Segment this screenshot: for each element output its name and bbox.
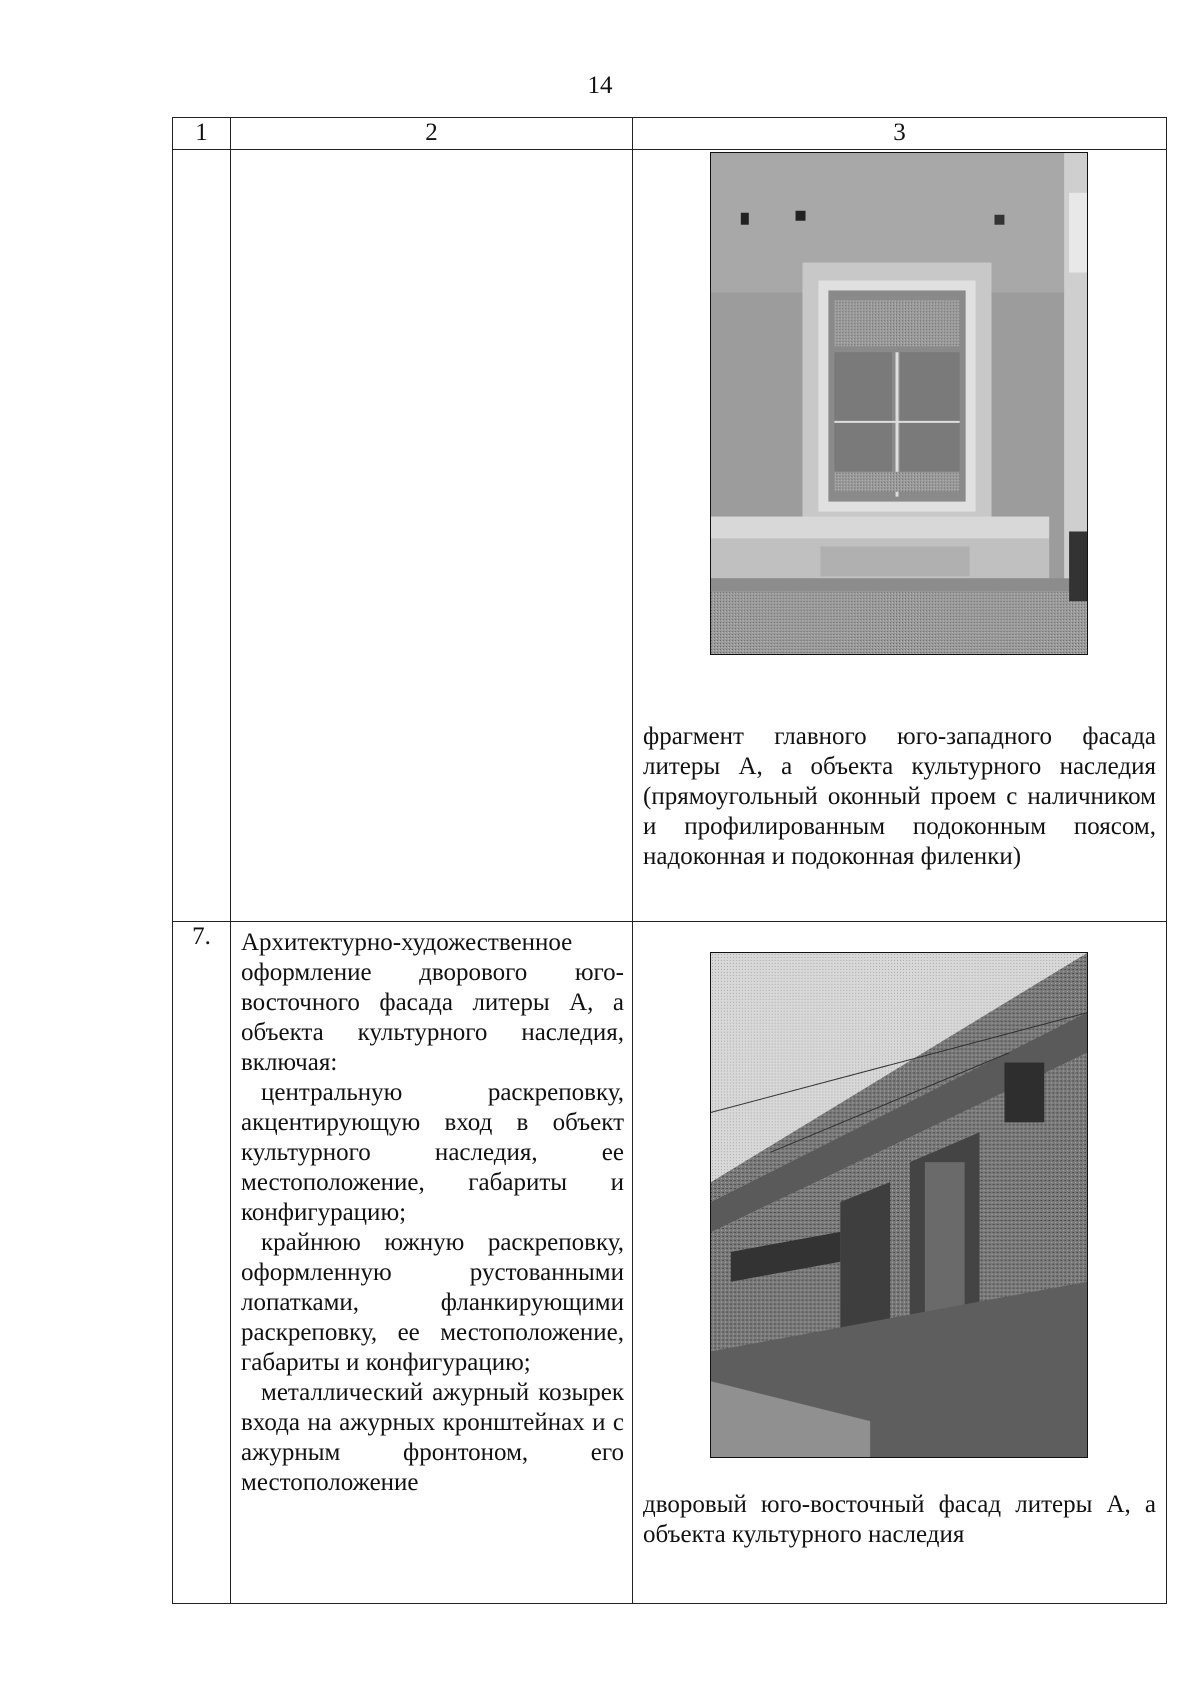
- row-description: [231, 150, 633, 922]
- header-col-3: 3: [633, 118, 1167, 150]
- header-col-1: 1: [173, 118, 231, 150]
- table-header-row: [173, 118, 1167, 150]
- photo-caption: фрагмент главного юго-западного фасада литеры А, а объекта культурного наследия (прямоугольный оконный проем с наличником и профилированным подоконным поясом, надоконная и подоконная филенки): [643, 723, 1156, 870]
- row-photo-cell: [633, 150, 1167, 922]
- row-number: [173, 150, 231, 922]
- page-number: 14: [587, 72, 613, 99]
- courtyard-facade-photo: [710, 952, 1088, 1458]
- description-item: крайнюю южную раскреповку, оформленную рустованными лопатками, фланкирующими раскреповку, ее местоположение, габариты и конфигурацию;: [241, 1229, 624, 1376]
- table-row: [173, 150, 1167, 922]
- facade-window-photo: [710, 152, 1088, 655]
- heritage-table: [172, 117, 1167, 1604]
- description-item: металлический ажурный козырек входа на ажурных кронштейнах и с ажурным фронтоном, его местоположение: [241, 1379, 624, 1496]
- description-intro: Архитектурно-художественное оформление дворового юго-восточного фасада литеры А, а объекта культурного наследия, включая:: [241, 929, 624, 1076]
- description-item: центральную раскреповку, акцентирующую вход в объект культурного наследия, ее местоположение, габариты и конфигурацию;: [241, 1079, 624, 1226]
- row-photo-cell: [633, 922, 1167, 1604]
- row-description: [231, 922, 633, 1604]
- row-number: 7.: [173, 922, 231, 1604]
- table-row: [173, 922, 1167, 1604]
- header-col-2: 2: [231, 118, 633, 150]
- photo-caption: дворовый юго-восточный фасад литеры А, а объекта культурного наследия: [643, 1491, 1156, 1548]
